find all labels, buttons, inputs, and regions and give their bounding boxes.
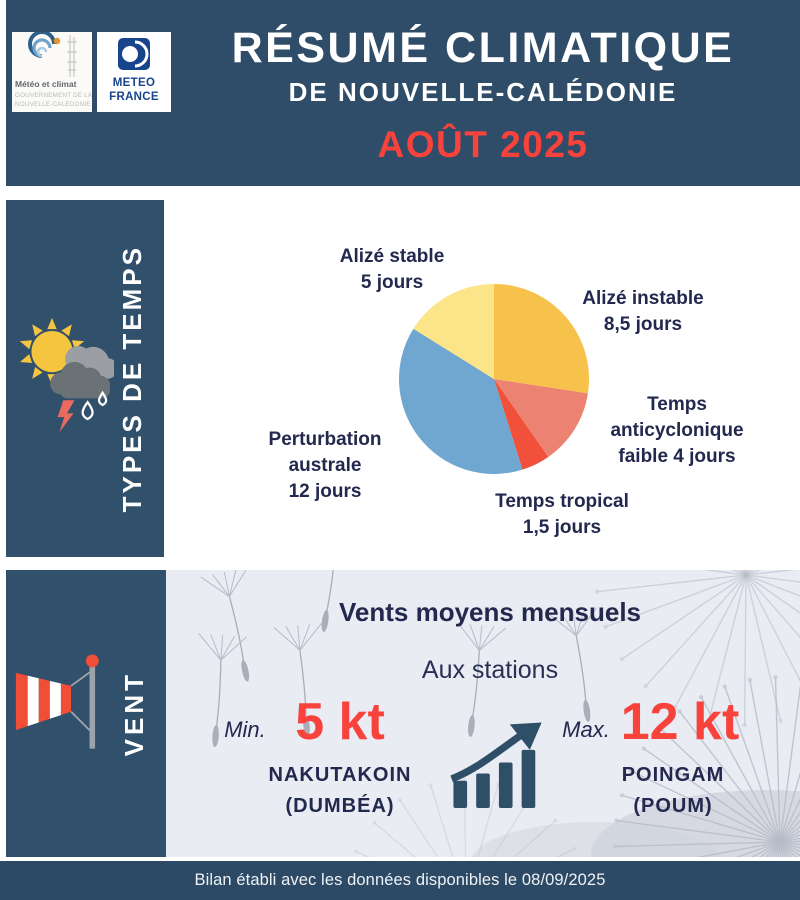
wind-min-label: Min. [224,717,266,742]
pie-label-temps-anticyclonique: Temps anticyclonique faible 4 jours [610,394,744,468]
meteo-france-logo [97,32,171,112]
wind-max-label: Max. [562,717,610,742]
page-subtitle: DE NOUVELLE-CALÉDONIE [288,77,678,107]
logo-right-line2: FRANCE [109,90,159,103]
logo-right-text [97,77,171,104]
logo-left-org-line1: GOUVERNEMENT DE LA [15,92,93,99]
meteo-climat-logo [12,32,92,112]
pie-label-alize-instable: Alizé instable 8,5 jours [582,288,704,336]
pie-label-alize-stable: Alizé stable 5 jours [339,246,445,294]
pie-label-temps-tropical: Temps tropical 1,5 jours [495,491,629,539]
page-title: RÉSUMÉ CLIMATIQUE [231,24,735,72]
wind-max-station-commune: (POUM) [633,795,713,817]
weather-types-sidebar-label: TYPES DE TEMPS [117,244,147,513]
wind-max-station [563,760,783,822]
wind-title: Vents moyens mensuels [338,597,642,627]
header [6,0,800,186]
wind-min-station [230,760,450,822]
month-label: AOÛT 2025 [377,124,589,165]
footer-text: Bilan établi avec les données disponibles le 08/09/2025 [194,871,606,889]
logo-left-org-line2: NOUVELLE-CALÉDONIE [15,101,91,108]
meteo-climat-logo-icon [12,32,92,78]
windsock-icon [12,648,132,756]
rising-bar-chart-icon [448,722,548,814]
wind-min-station-name: NAKUTAKOIN [268,764,412,786]
wind-subtitle: Aux stations [421,656,559,684]
sun-storm-cloud-rain-icon [20,316,114,434]
pie-label-perturbation-australe: Perturbation australe 12 jours [268,429,382,503]
meteo-france-logo-icon [97,32,171,76]
wind-max-value: 12 kt [620,693,740,751]
wind-max-station-name: POINGAM [621,764,725,786]
wind-sidebar-label: VENT [119,670,149,757]
logo-right-line1: METEO [112,77,156,89]
footer [0,861,800,900]
wind-min-value: 5 kt [295,693,385,751]
wind-min-station-commune: (DUMBÉA) [285,795,395,817]
logo-left-name: Météo et climat [15,79,77,89]
